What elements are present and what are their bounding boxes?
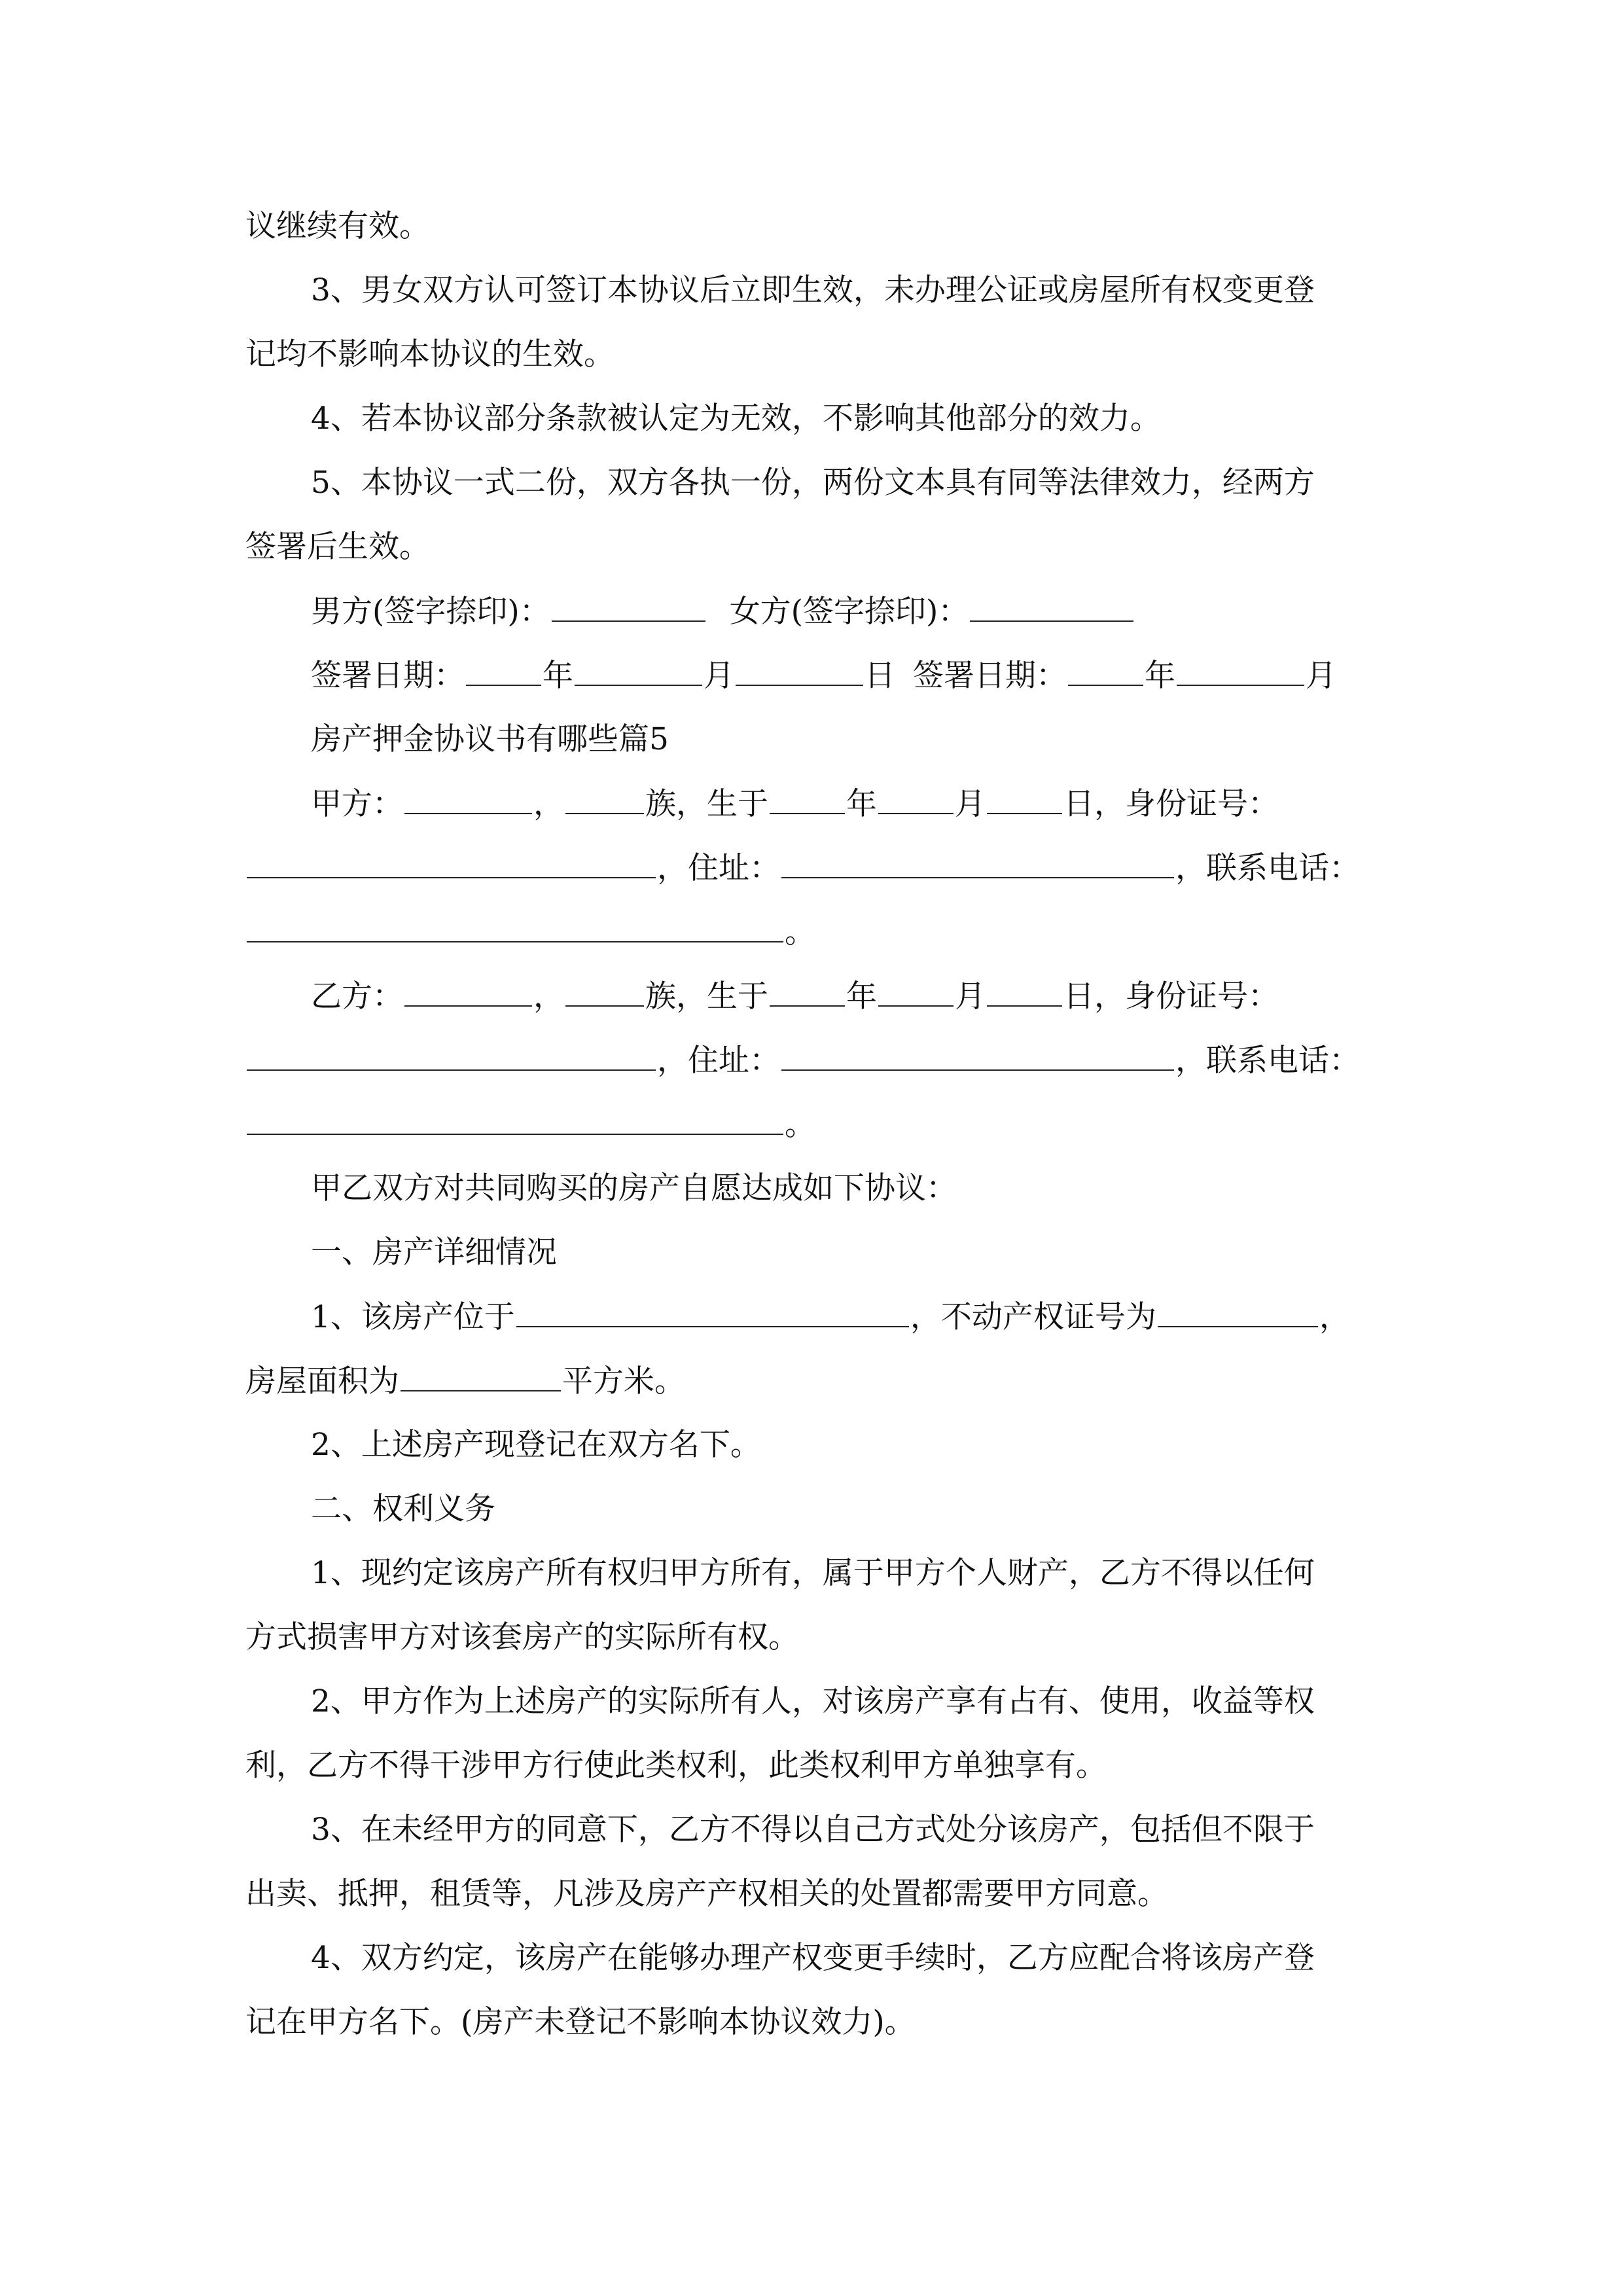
rights-clause-4-line-1: 4、双方约定，该房产在能够办理产权变更手续时，乙方应配合将该房产登 bbox=[311, 1940, 1315, 1976]
period: 。 bbox=[785, 1107, 815, 1143]
party-b-line-3 bbox=[245, 1105, 815, 1144]
month-label-2: 月 bbox=[1305, 658, 1336, 694]
party-b-line-2 bbox=[245, 1041, 1360, 1080]
day-blank bbox=[736, 656, 863, 686]
location-blank bbox=[516, 1297, 909, 1327]
party-b-id-blank bbox=[247, 1041, 656, 1071]
party-a-label: 甲方： bbox=[311, 786, 403, 822]
month-blank-2 bbox=[1177, 656, 1304, 686]
id-number-label: 日，身份证号： bbox=[1063, 786, 1279, 822]
paragraph-line: 议继续有效。 bbox=[245, 208, 430, 244]
clause-5-line-2: 签署后生效。 bbox=[245, 529, 430, 565]
party-b-phone-blank bbox=[247, 1105, 783, 1135]
party-a-ethnic-blank bbox=[565, 784, 644, 814]
year-label: 年 bbox=[846, 786, 877, 822]
year-blank bbox=[466, 656, 541, 686]
rights-clause-2-line-2: 利，乙方不得干涉甲方行使此类权利，此类权利甲方单独享有。 bbox=[245, 1748, 1107, 1784]
property-clause-1-line-1 bbox=[311, 1297, 1350, 1336]
sign-date-label: 签署日期： bbox=[311, 658, 465, 694]
area-label: 房屋面积为 bbox=[245, 1363, 399, 1399]
year-label-2: 年 bbox=[1144, 658, 1175, 694]
heading-property-details: 一、房产详细情况 bbox=[311, 1234, 557, 1270]
signature-date-row bbox=[311, 656, 1336, 695]
period: 。 bbox=[785, 914, 815, 950]
party-b-day-blank bbox=[987, 977, 1062, 1007]
rights-clause-1-line-1: 1、现约定该房产所有权归甲方所有，属于甲方个人财产，乙方不得以任何 bbox=[311, 1555, 1315, 1591]
comma: ， bbox=[1319, 1299, 1350, 1335]
certificate-label: ，不动产权证号为 bbox=[910, 1299, 1156, 1335]
party-b-year-blank bbox=[770, 977, 845, 1007]
location-label: 1、该房产位于 bbox=[311, 1299, 515, 1335]
clause-4: 4、若本协议部分条款被认定为无效，不影响其他部分的效力。 bbox=[311, 401, 1161, 437]
id-number-label: 日，身份证号： bbox=[1063, 978, 1279, 1014]
rights-clause-1-line-2: 方式损害甲方对该套房产的实际所有权。 bbox=[245, 1619, 799, 1655]
ethnic-label: 族，生于 bbox=[645, 786, 768, 822]
comma: ， bbox=[533, 786, 564, 822]
rights-clause-4-line-2: 记在甲方名下。(房产未登记不影响本协议效力)。 bbox=[245, 2004, 916, 2040]
party-a-address-blank bbox=[781, 848, 1174, 878]
heading-rights-obligations: 二、权利义务 bbox=[311, 1491, 495, 1527]
party-a-year-blank bbox=[770, 784, 845, 814]
area-unit: 平方米。 bbox=[562, 1363, 685, 1399]
phone-label: ，联系电话： bbox=[1175, 1043, 1360, 1079]
rights-clause-3-line-2: 出卖、抵押，租赁等，凡涉及房产产权相关的处置都需要甲方同意。 bbox=[245, 1876, 1168, 1912]
comma: ， bbox=[533, 978, 564, 1014]
party-a-line-1 bbox=[311, 784, 1279, 823]
year-blank-2 bbox=[1068, 656, 1143, 686]
male-signature-label: 男方(签字捺印)： bbox=[311, 594, 550, 630]
clause-5-line-1: 5、本协议一式二份，双方各执一份，两份文本具有同等法律效力，经两方 bbox=[311, 465, 1315, 501]
signature-row bbox=[311, 592, 1135, 631]
party-b-name-blank bbox=[404, 977, 532, 1007]
party-b-ethnic-blank bbox=[565, 977, 644, 1007]
female-signature-blank bbox=[970, 592, 1133, 622]
rights-clause-3-line-1: 3、在未经甲方的同意下，乙方不得以自己方式处分该房产，包括但不限于 bbox=[311, 1812, 1315, 1848]
property-clause-1-line-2 bbox=[245, 1361, 685, 1401]
area-blank bbox=[401, 1361, 561, 1391]
day-label: 日 bbox=[865, 658, 895, 694]
clause-3-line-2: 记均不影响本协议的生效。 bbox=[245, 336, 615, 372]
section-title: 房产押金协议书有哪些篇5 bbox=[311, 721, 669, 757]
agreement-intro: 甲乙双方对共同购买的房产自愿达成如下协议： bbox=[311, 1170, 957, 1206]
ethnic-label: 族，生于 bbox=[645, 978, 768, 1014]
clause-3-line-1: 3、男女双方认可签订本协议后立即生效，未办理公证或房屋所有权变更登 bbox=[311, 272, 1315, 308]
party-a-phone-blank bbox=[247, 912, 783, 942]
phone-label: ，联系电话： bbox=[1175, 850, 1360, 886]
party-b-address-blank bbox=[781, 1041, 1174, 1071]
party-b-label: 乙方： bbox=[311, 978, 403, 1014]
address-label: ，住址： bbox=[657, 1043, 780, 1079]
male-signature-blank bbox=[552, 592, 705, 622]
address-label: ，住址： bbox=[657, 850, 780, 886]
property-clause-2: 2、上述房产现登记在双方名下。 bbox=[311, 1427, 761, 1463]
party-a-line-2 bbox=[245, 848, 1360, 888]
party-a-line-3 bbox=[245, 912, 815, 952]
month-blank bbox=[575, 656, 702, 686]
year-label: 年 bbox=[846, 978, 877, 1014]
party-a-month-blank bbox=[878, 784, 954, 814]
sign-date-label-2: 签署日期： bbox=[912, 658, 1067, 694]
party-a-id-blank bbox=[247, 848, 656, 878]
female-signature-label: 女方(签字捺印)： bbox=[729, 594, 969, 630]
month-label: 月 bbox=[704, 658, 734, 694]
party-a-day-blank bbox=[987, 784, 1062, 814]
party-a-name-blank bbox=[404, 784, 532, 814]
rights-clause-2-line-1: 2、甲方作为上述房产的实际所有人，对该房产享有占有、使用，收益等权 bbox=[311, 1683, 1315, 1719]
month-label: 月 bbox=[955, 786, 986, 822]
party-b-line-1 bbox=[311, 977, 1279, 1016]
year-label: 年 bbox=[543, 658, 573, 694]
party-b-month-blank bbox=[878, 977, 954, 1007]
month-label: 月 bbox=[955, 978, 986, 1014]
certificate-blank bbox=[1158, 1297, 1318, 1327]
